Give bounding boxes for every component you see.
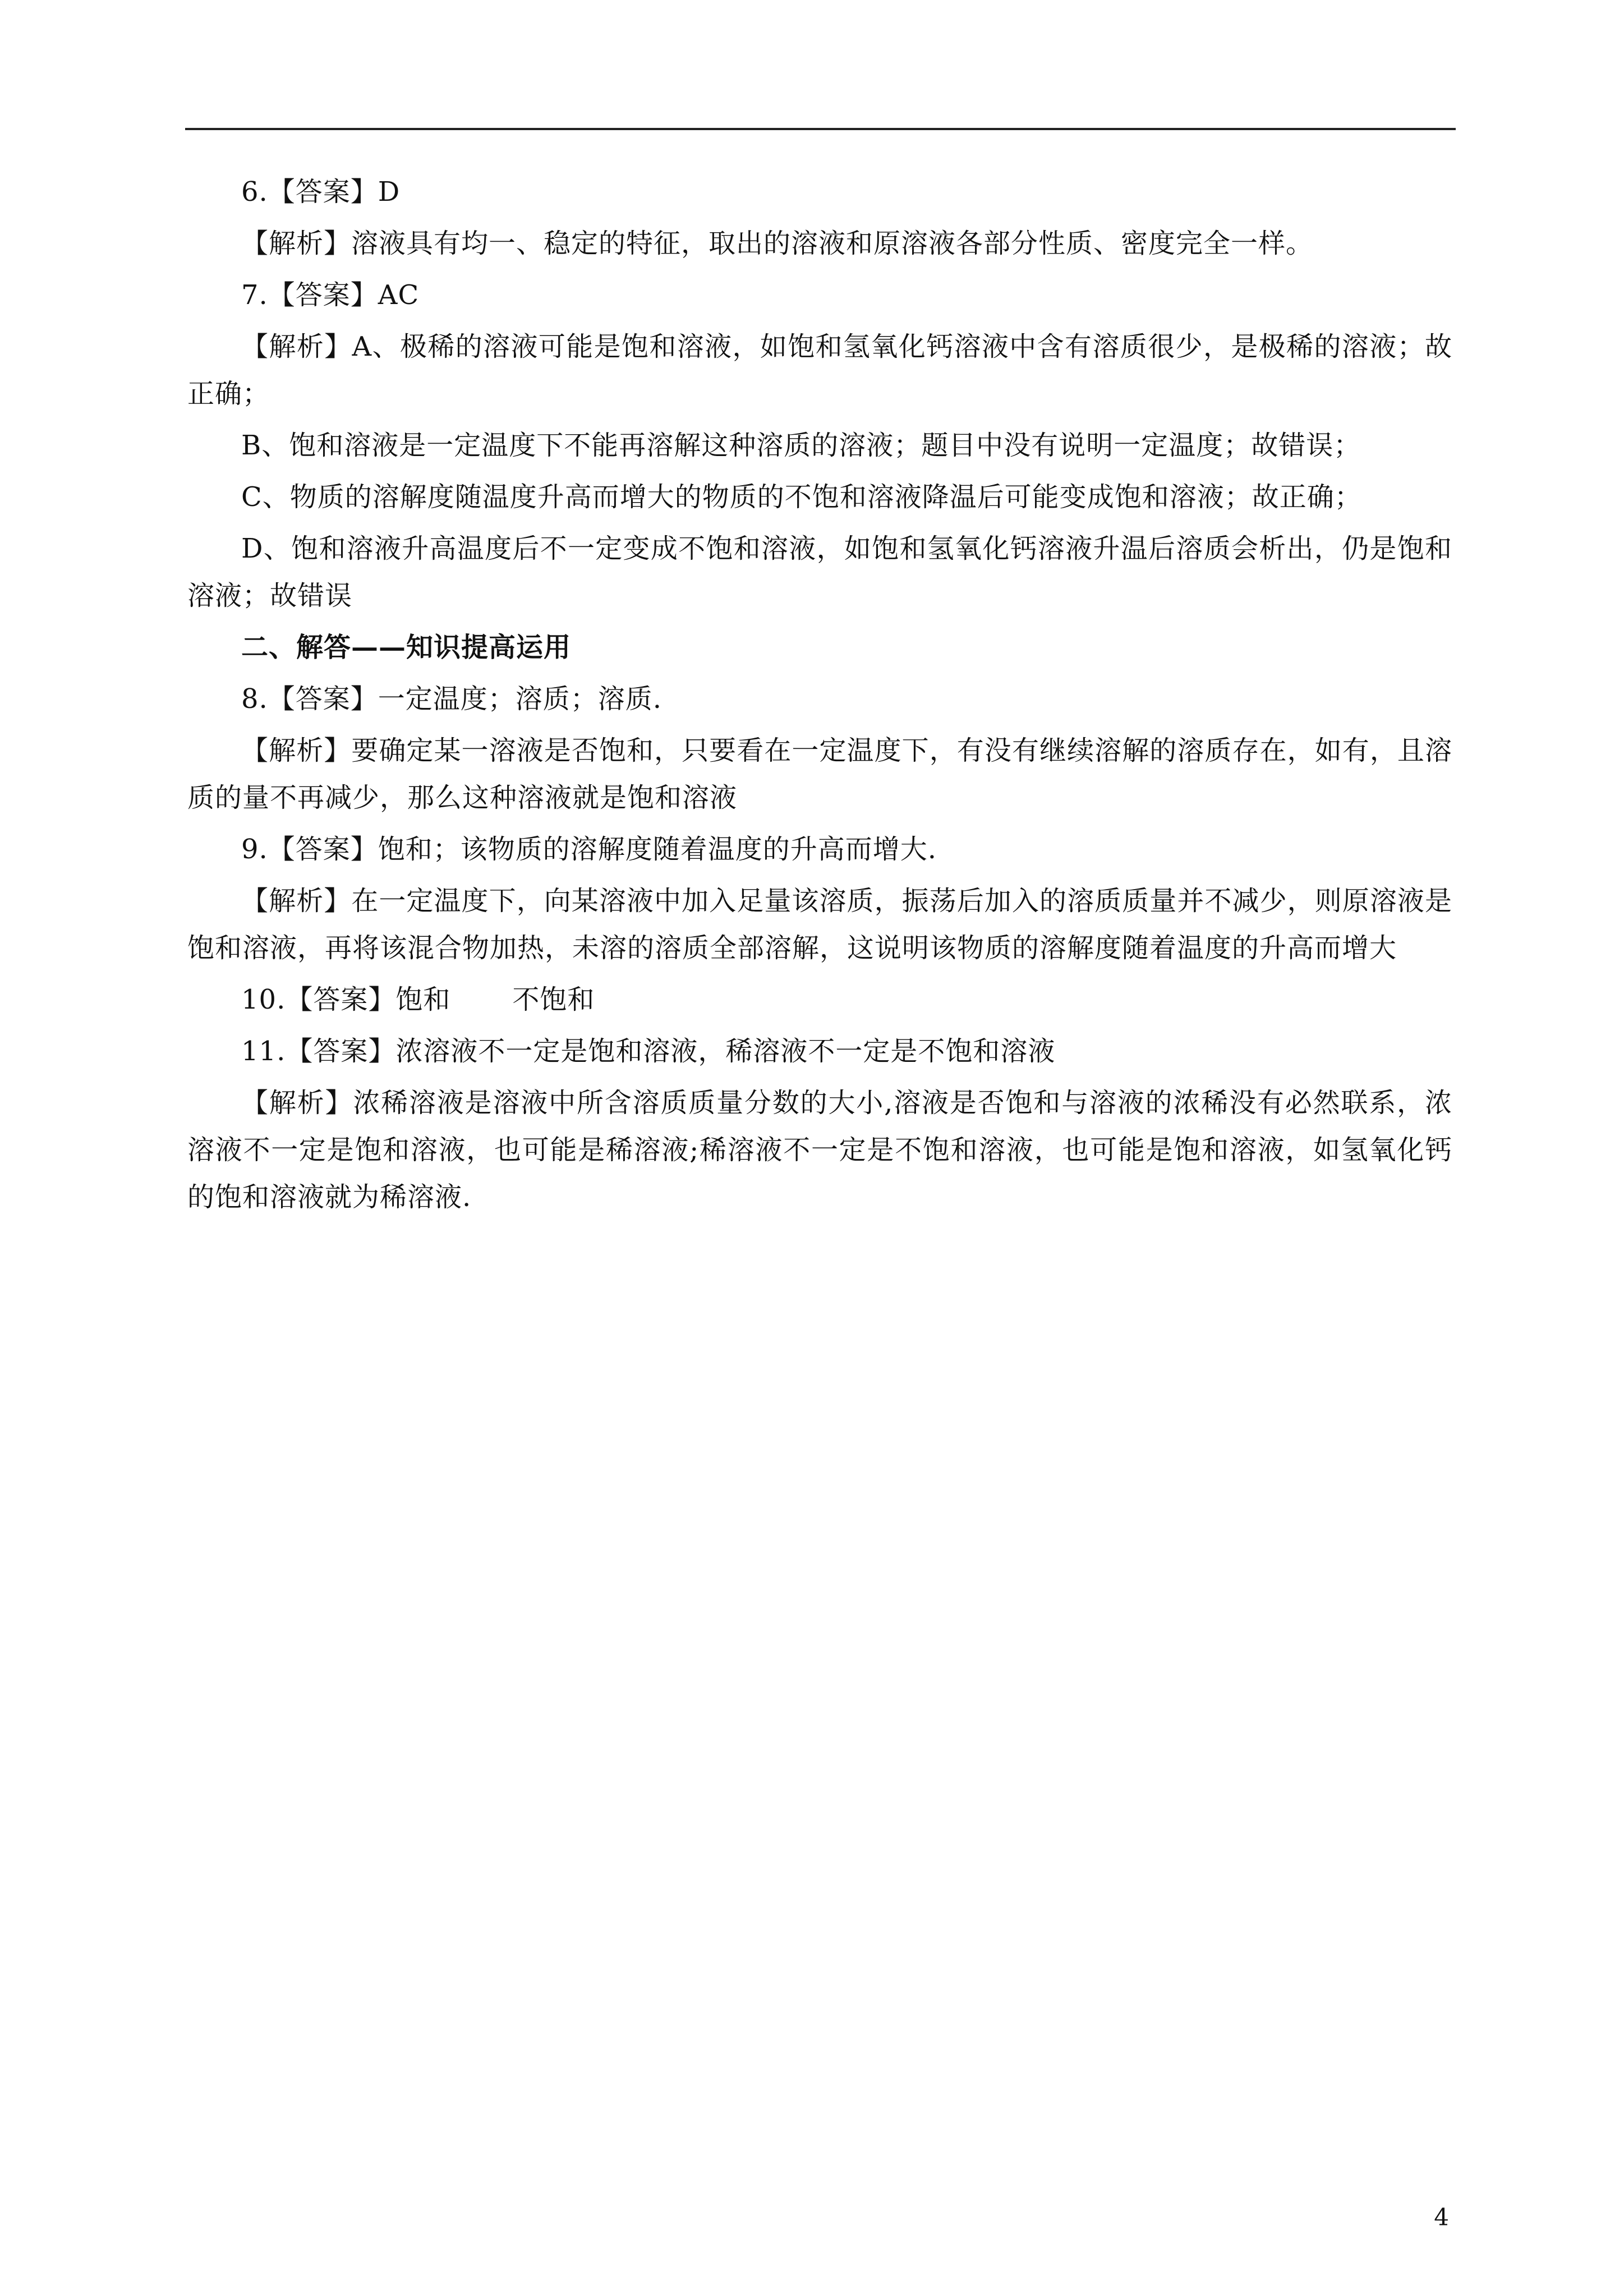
q9-analysis: 【解析】在一定温度下，向某溶液中加入足量该溶质，振荡后加入的溶质质量并不减少，则原溶液是饱和溶液，再将该混合物加热，未溶的溶质全部溶解，这说明该物质的溶解度随着温度的升高而增大 (187, 885, 1452, 964)
q6-answer: 6.【答案】D (241, 176, 401, 208)
q10-answer-first: 10.【答案】饱和 (241, 984, 451, 1015)
q8-answer: 8.【答案】一定温度；溶质；溶质. (241, 683, 663, 715)
document-body (187, 168, 1452, 1225)
q8-analysis: 【解析】要确定某一溶液是否饱和，只要看在一定温度下，有没有继续溶解的溶质存在，如有，且溶质的量不再减少，那么这种溶液就是饱和溶液 (187, 735, 1452, 813)
page-number: 4 (1434, 2203, 1449, 2231)
q10-answer (187, 976, 1452, 1023)
q11-analysis: 【解析】浓稀溶液是溶液中所含溶质质量分数的大小,溶液是否饱和与溶液的浓稀没有必然联系，浓溶液不一定是饱和溶液，也可能是稀溶液;稀溶液不一定是不饱和溶液，也可能是饱和溶液，如氢氧化钙的饱和溶液就为稀溶液. (187, 1087, 1452, 1213)
section-heading: 二、解答——知识提高运用 (241, 632, 572, 663)
q7-analysis-c: C、物质的溶解度随温度升高而增大的物质的不饱和溶液降温后可能变成饱和溶液；故正确； (241, 481, 1362, 513)
q6-analysis: 【解析】溶液具有均一、稳定的特征，取出的溶液和原溶液各部分性质、密度完全一样。 (241, 228, 1314, 259)
q10-answer-second: 不饱和 (512, 984, 595, 1015)
q11-answer: 11.【答案】浓溶液不一定是饱和溶液，稀溶液不一定是不饱和溶液 (241, 1036, 1056, 1067)
q7-analysis-a: 【解析】A、极稀的溶液可能是饱和溶液，如饱和氢氧化钙溶液中含有溶质很少，是极稀的溶液；故正确； (187, 331, 1452, 409)
q7-answer: 7.【答案】AC (241, 279, 420, 311)
q9-answer: 9.【答案】饱和；该物质的溶解度随着温度的升高而增大. (241, 834, 937, 865)
header-rule (185, 128, 1456, 130)
q7-analysis-b: B、饱和溶液是一定温度下不能再溶解这种溶质的溶液；题目中没有说明一定温度；故错误； (241, 430, 1361, 461)
q7-analysis-d: D、饱和溶液升高温度后不一定变成不饱和溶液，如饱和氢氧化钙溶液升温后溶质会析出，仍是饱和溶液；故错误 (187, 533, 1452, 611)
